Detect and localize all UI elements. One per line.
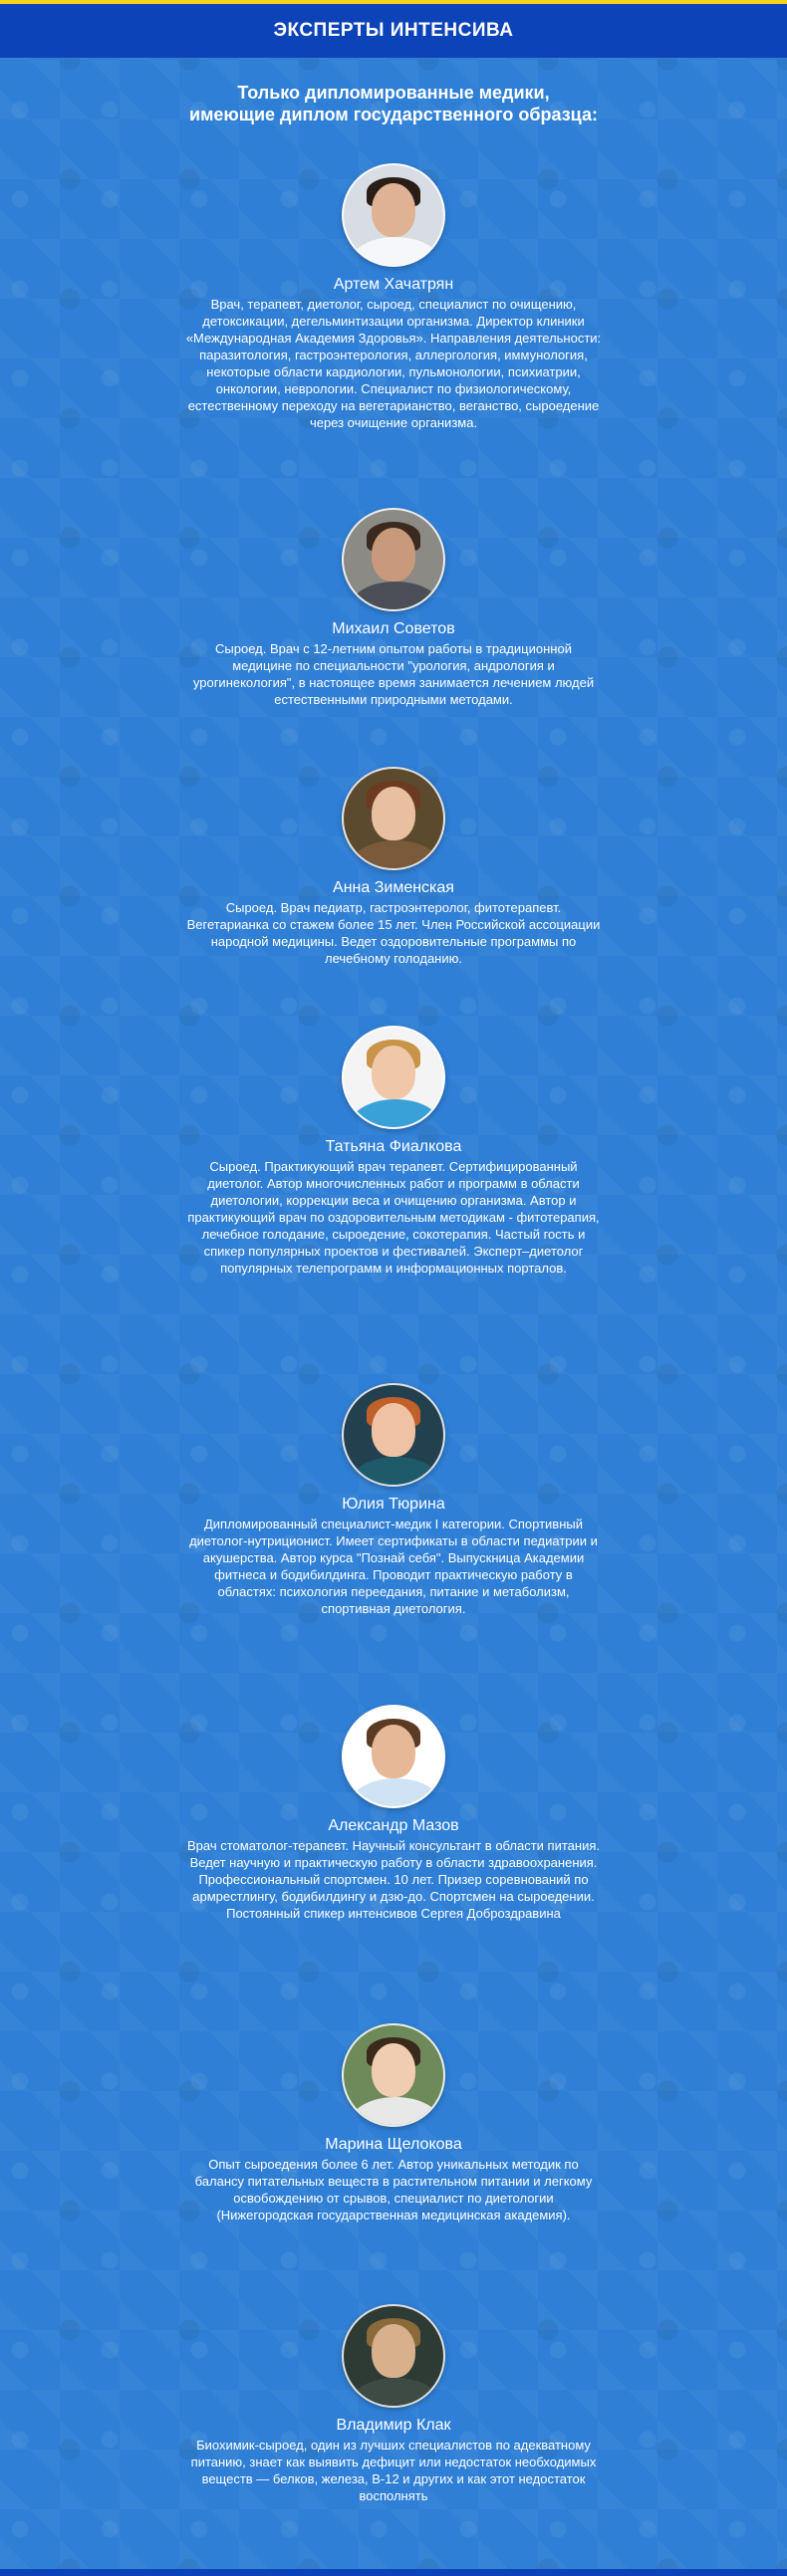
expert-bio: Сыроед. Практикующий врач терапевт. Сертифицированный диетолог. Автор многочисленных работ и программ в области диетологии, коррекции веса и очищению организма. Автор и практикующий врач по оздоровительным методикам - фитотерапия, лечебное голодание, сыроедение, сокотерапия. Частый гость и спикер популярных проектов и фестивалей. Эксперт–диетолог популярных телепрограмм и информационных порталов. bbox=[187, 1159, 600, 1276]
expert-avatar bbox=[342, 163, 445, 267]
subtitle-line-2: имеющие диплом государственного образца: bbox=[189, 105, 598, 124]
expert-card bbox=[0, 767, 787, 967]
expert-bio: Опыт сыроедения более 6 лет. Автор уникальных методик по балансу питательных веществ в растительном питании и легкому освобождению от срывов, специалист по диетологии (Нижегородская государственная медицинская академия). bbox=[194, 2157, 593, 2223]
expert-card bbox=[0, 163, 787, 431]
expert-bio: Врач стоматолог-терапевт. Научный консультант в области питания. Ведет научную и практическую работу в области здравоохранения. Профессиональный спортсмен. 10 лет. Призер соревнований по армрестлингу, бодибилдингу и дзю-до. Спортсмен на сыроедении. Постоянный спикер интенсивов Сергея Доброздравина bbox=[187, 1838, 600, 1921]
expert-name: Александр Мазов bbox=[328, 1817, 459, 1834]
section-header bbox=[0, 4, 787, 58]
expert-name: Юлия Тюрина bbox=[342, 1496, 445, 1513]
expert-avatar bbox=[342, 2304, 445, 2408]
subtitle-line-1: Только дипломированные медики, bbox=[237, 83, 550, 103]
section-title: ЭКСПЕРТЫ ИНТЕНСИВА bbox=[273, 20, 514, 41]
expert-bio: Сыроед. Врач с 12-летним опытом работы в традиционной медицине по специальности "урология, андрология и урогинекология", в настоящее время занимается лечением людей естественными природными методами. bbox=[192, 641, 595, 707]
expert-avatar bbox=[342, 767, 445, 870]
expert-bio: Дипломированный специалист-медик I категории. Спортивный диетолог-нутриционист. Имеет сертификаты в области педиатрии и акушерства. Автор курса "Познай себя". Выпускница Академии фитнеса и бодибилдинга. Проводит практическую работу в областях: психология переедания, питание и метаболизм, спортивная диетология. bbox=[189, 1517, 598, 1616]
expert-card bbox=[0, 1383, 787, 1617]
expert-bio: Врач, терапевт, диетолог, сыроед, специалист по очищению, детоксикации, дегельминтизации организма. Директор клиники «Международная Академия Здоровья». Направления деятельности: паразитология, гастроэнтерология, аллергология, иммунология, некоторые области кардиологии, пульмонологии, психиатрии, онкологии, неврологии. Специалист по физиологическому, естественному переходу на вегетарианство, веганство, сыроедение через очищение организма. bbox=[185, 297, 602, 430]
expert-avatar bbox=[342, 2023, 445, 2127]
expert-avatar bbox=[342, 1705, 445, 1808]
expert-card bbox=[0, 1026, 787, 1277]
expert-name: Анна Зименская bbox=[333, 879, 454, 896]
expert-name: Татьяна Фиалкова bbox=[325, 1138, 462, 1155]
expert-bio: Биохимик-сыроед, один из лучших специалистов по адекватному питанию, знает как выявить дефицит или недостаток необходимых веществ — белков, железа, B-12 и других и как этот недостаток восполнять bbox=[190, 2438, 597, 2503]
expert-avatar bbox=[342, 508, 445, 611]
expert-name: Михаил Советов bbox=[332, 620, 455, 637]
expert-name: Владимир Клак bbox=[336, 2417, 451, 2434]
expert-avatar bbox=[342, 1026, 445, 1129]
expert-card bbox=[0, 508, 787, 708]
expert-card bbox=[0, 1705, 787, 1922]
expert-card bbox=[0, 2304, 787, 2504]
expert-avatar bbox=[342, 1383, 445, 1487]
expert-name: Марина Щелокова bbox=[325, 2136, 462, 2153]
expert-card bbox=[0, 2023, 787, 2224]
bottom-band bbox=[0, 2569, 787, 2576]
expert-bio: Сыроед. Врач педиатр, гастроэнтеролог, фитотерапевт. Вегетарианка со стажем более 15 лет. Член Российской ассоциации народной медицины. Ведет оздоровительные программы по лечебному голоданию. bbox=[186, 900, 601, 966]
section-subtitle bbox=[0, 82, 787, 125]
expert-name: Артем Хачатрян bbox=[333, 276, 454, 293]
